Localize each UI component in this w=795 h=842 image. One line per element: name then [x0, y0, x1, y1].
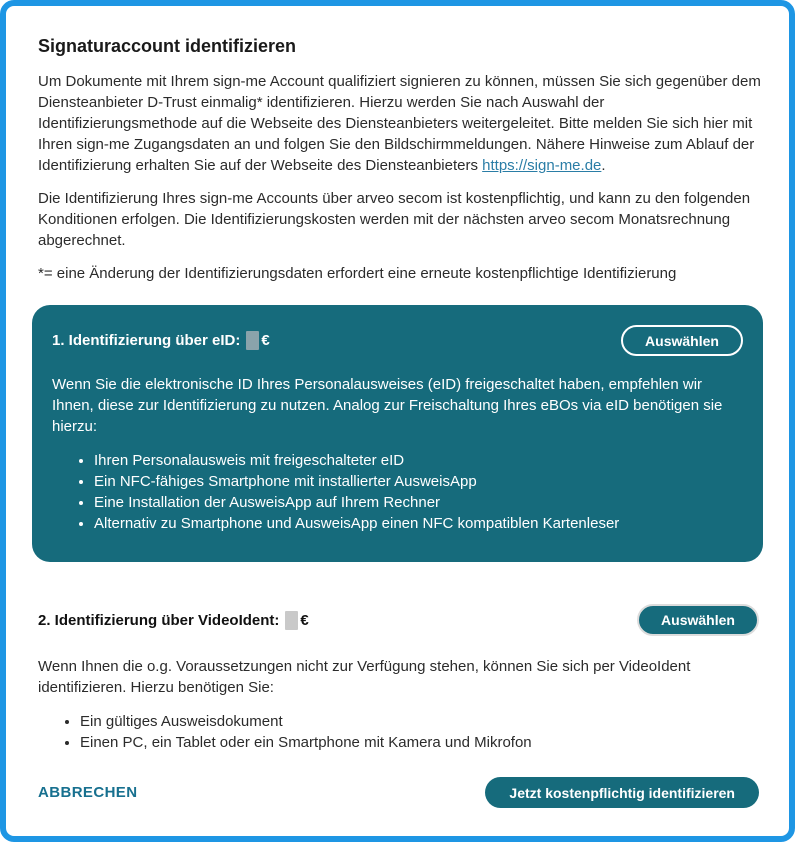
sign-me-link[interactable]: https://sign-me.de	[482, 157, 602, 174]
list-item: • Ein gültiges Ausweisdokument	[80, 711, 759, 732]
option1-price-currency: €	[261, 332, 270, 349]
option2-section	[38, 604, 759, 753]
list-item: • Einen PC, ein Tablet oder ein Smartphone mit Kamera und Mikrofon	[80, 732, 759, 753]
intro-paragraph	[38, 71, 761, 176]
option1-description: Wenn Sie die elektronische ID Ihres Personalausweises (eID) freigeschaltet haben, empfehlen wir Ihnen, diese zur Identifizierung zu nutzen. Analog zur Freischaltung Ihres eBOs via eID benötigen sie hierzu:	[52, 376, 723, 435]
intro-paragraph-text: Um Dokumente mit Ihrem sign-me Account qualifiziert signieren zu können, müssen Sie sich gegenüber dem Diensteanbieter D-Trust einmalig* identifizieren. Hierzu werden Sie nach Auswahl der Identifizierungsmethode auf die Webseite des Diensteanbieters weitergeleitet. Bitte melden Sie sich hier mit Ihren sign-me Zugangsdaten an und folgen Sie den Bildschirmmeldungen. Nähere Hinweise zum Ablauf der Identifizierung erhalten Sie auf der Webseite des Diensteanbieters	[38, 73, 761, 174]
option1-price-redaction	[246, 331, 259, 350]
option1-select-button[interactable]: Auswählen	[621, 325, 743, 356]
list-item: • Ein NFC-fähiges Smartphone mit installierter AusweisApp	[94, 471, 743, 492]
option2-title-text: 2. Identifizierung über VideoIdent:	[38, 611, 280, 629]
footnote-text: *= eine Änderung der Identifizierungsdaten erfordert eine erneute kostenpflichtige Identifizierung	[38, 265, 677, 282]
list-item: • Eine Installation der AusweisApp auf Ihrem Rechner	[94, 492, 743, 513]
option1-title-text: 1. Identifizierung über eID:	[52, 332, 241, 349]
list-item: • Alternativ zu Smartphone und AusweisApp einen NFC kompatiblen Kartenleser	[94, 513, 743, 534]
intro-paragraph-period: .	[601, 157, 606, 174]
cost-paragraph: Die Identifizierung Ihres sign-me Accounts über arveo secom ist kostenpflichtig, und kann zu den folgenden Konditionen erfolgen. Die Identifizierungskosten werden mit der nächsten arveo secom Monatsrechnung abgerechnet.	[38, 190, 751, 249]
option2-description: Wenn Ihnen die o.g. Voraussetzungen nicht zur Verfügung stehen, können Sie sich per VideoIdent identifizieren. Hierzu benötigen Sie:	[38, 658, 691, 696]
option1-requirements-list	[52, 450, 743, 534]
option2-price-currency: €	[300, 611, 309, 629]
option2-title	[38, 611, 309, 630]
option2-header	[38, 604, 759, 636]
cancel-button[interactable]: ABBRECHEN	[38, 784, 138, 801]
page-title: Signaturaccount identifizieren	[38, 36, 297, 56]
option2-price-redaction	[285, 611, 298, 630]
option1-header	[52, 325, 743, 356]
list-item: • Ihren Personalausweis mit freigeschalteter eID	[94, 450, 743, 471]
option2-select-button[interactable]: Auswählen	[637, 604, 759, 636]
confirm-identify-button[interactable]: Jetzt kostenpflichtig identifizieren	[485, 777, 759, 808]
option2-requirements-list	[38, 711, 759, 753]
dialog-footer	[34, 777, 761, 816]
option1-card	[32, 305, 763, 562]
option1-title	[52, 331, 270, 350]
